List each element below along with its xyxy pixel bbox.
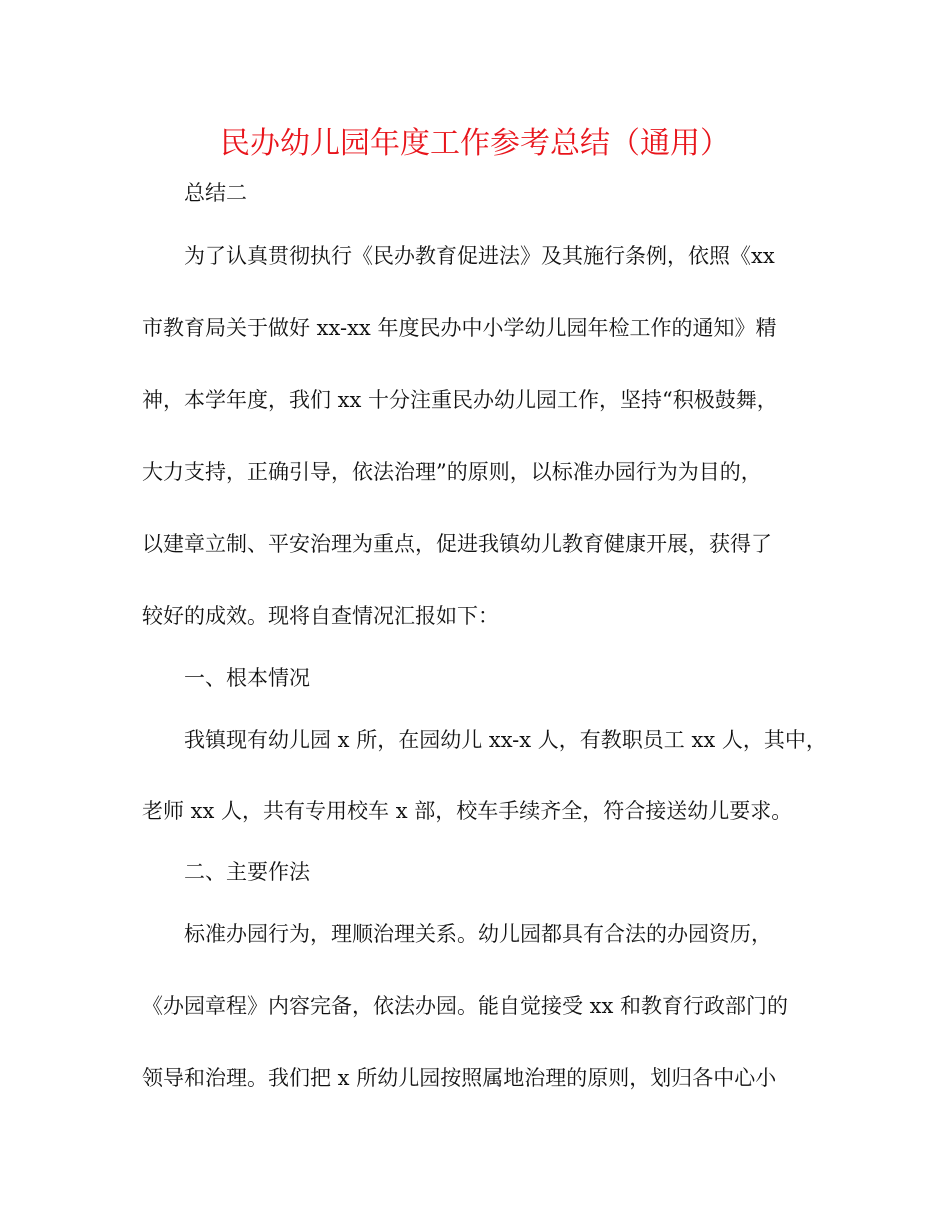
- paragraph-line: 神，本学年度，我们 xx 十分注重民办幼儿园工作，坚持“积极鼓舞，: [142, 388, 778, 412]
- paragraph-line: 标准办园行为，理顺治理关系。幼儿园都具有合法的办园资历，: [184, 922, 772, 946]
- paragraph-line: 老师 xx 人，共有专用校车 x 部，校车手续齐全，符合接送幼儿要求。: [142, 799, 793, 823]
- paragraph-line: 领导和治理。我们把 x 所幼儿园按照属地治理的原则，划归各中心小: [142, 1066, 777, 1090]
- paragraph-line: 大力支持，正确引导，依法治理”的原则，以标准办园行为为目的，: [142, 460, 762, 484]
- paragraph-line: 以建章立制、平安治理为重点，促进我镇幼儿教育健康开展，获得了: [142, 532, 772, 556]
- paragraph-line: 市教育局关于做好 xx-xx 年度民办中小学幼儿园年检工作的通知》精: [142, 316, 777, 340]
- paragraph-line: 我镇现有幼儿园 x 所，在园幼儿 xx-x 人，有教职员工 xx 人，其中，: [184, 728, 827, 752]
- paragraph-line: 为了认真贯彻执行《民办教育促进法》及其施行条例，依照《xx: [184, 244, 775, 268]
- paragraph-line: 较好的成效。现将自查情况汇报如下：: [142, 604, 499, 628]
- document-title: 民办幼儿园年度工作参考总结（通用）: [220, 126, 730, 161]
- section-label: 总结二: [184, 181, 247, 205]
- paragraph-line: 《办园章程》内容完备，依法办园。能自觉接受 xx 和教育行政部门的: [142, 994, 789, 1018]
- section-heading: 二、主要作法: [184, 860, 310, 884]
- section-heading: 一、根本情况: [184, 666, 310, 690]
